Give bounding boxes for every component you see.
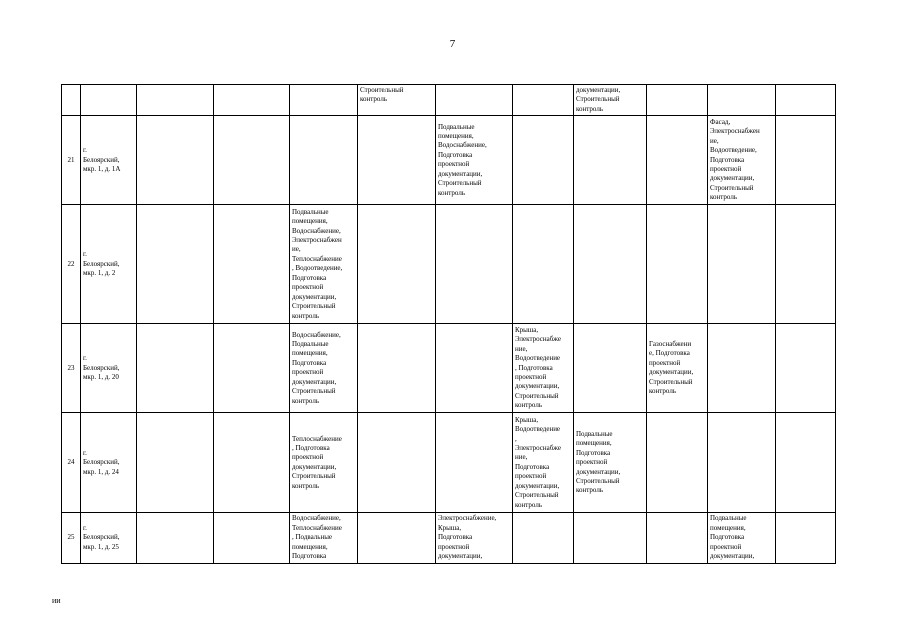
table-row bbox=[62, 324, 836, 413]
work-cell bbox=[647, 205, 708, 324]
work-cell bbox=[708, 85, 776, 116]
work-cell bbox=[214, 205, 290, 324]
work-cell bbox=[137, 324, 214, 413]
address-cell: г. Белоярский, мкр. 1, д. 1А bbox=[81, 116, 137, 205]
footer-mark: ии bbox=[52, 596, 61, 605]
work-cell bbox=[436, 85, 513, 116]
work-cell: Теплоснабжение , Подготовка проектной документации, Строительный контроль bbox=[290, 413, 358, 513]
work-cell bbox=[574, 513, 647, 563]
work-cell bbox=[574, 324, 647, 413]
work-cell bbox=[574, 116, 647, 205]
work-cell: Строительный контроль bbox=[358, 85, 436, 116]
row-number-cell: 22 bbox=[62, 205, 81, 324]
work-cell bbox=[647, 513, 708, 563]
work-cell bbox=[513, 116, 574, 205]
work-cell bbox=[647, 85, 708, 116]
row-number-cell bbox=[62, 85, 81, 116]
address-cell: г. Белоярский, мкр. 1, д. 24 bbox=[81, 413, 137, 513]
work-cell bbox=[137, 116, 214, 205]
work-cell bbox=[290, 85, 358, 116]
work-cell: документации, Строительный контроль bbox=[574, 85, 647, 116]
work-cell bbox=[776, 205, 836, 324]
address-cell: г. Белоярский, мкр. 1, д. 25 bbox=[81, 513, 137, 563]
work-cell bbox=[513, 513, 574, 563]
work-cell bbox=[513, 85, 574, 116]
table-row bbox=[62, 205, 836, 324]
table-row bbox=[62, 413, 836, 513]
work-cell bbox=[137, 513, 214, 563]
work-cell: Подвальные помещения, Водоснабжение, Подготовка проектной документации, Строительный контроль bbox=[436, 116, 513, 205]
work-cell bbox=[776, 513, 836, 563]
work-cell bbox=[647, 413, 708, 513]
work-cell: Фасад, Электроснабжен ие, Водоотведение, Подготовка проектной документации, Строительный контроль bbox=[708, 116, 776, 205]
work-cell bbox=[137, 85, 214, 116]
work-cell: Водоснабжение, Теплоснабжение , Подвальные помещения, Подготовка bbox=[290, 513, 358, 563]
work-cell: Крыша, Электроснабже ние, Водоотведение , Подготовка проектной документации, Строительный контроль bbox=[513, 324, 574, 413]
work-cell: Водоснабжение, Подвальные помещения, Подготовка проектной документации, Строительный контроль bbox=[290, 324, 358, 413]
work-cell bbox=[708, 324, 776, 413]
work-cell bbox=[776, 413, 836, 513]
work-cell: Подвальные помещения, Водоснабжение, Электроснабжен ие, Теплоснабжение , Водоотведение, Подготовка проектной документации, Строительный контроль bbox=[290, 205, 358, 324]
work-cell bbox=[776, 85, 836, 116]
work-cell bbox=[436, 413, 513, 513]
work-cell bbox=[214, 116, 290, 205]
table-row bbox=[62, 513, 836, 563]
row-number-cell: 23 bbox=[62, 324, 81, 413]
address-cell: г. Белоярский, мкр. 1, д. 2 bbox=[81, 205, 137, 324]
work-cell bbox=[214, 85, 290, 116]
work-cell bbox=[513, 205, 574, 324]
work-cell bbox=[708, 413, 776, 513]
work-cell: Подвальные помещения, Подготовка проектной документации, bbox=[708, 513, 776, 563]
work-cell: Подвальные помещения, Подготовка проектной документации, Строительный контроль bbox=[574, 413, 647, 513]
row-number-cell: 21 bbox=[62, 116, 81, 205]
row-number-cell: 25 bbox=[62, 513, 81, 563]
work-cell bbox=[214, 324, 290, 413]
table-row bbox=[62, 116, 836, 205]
work-cell bbox=[358, 205, 436, 324]
work-cell bbox=[137, 205, 214, 324]
row-number-cell: 24 bbox=[62, 413, 81, 513]
work-cell bbox=[436, 324, 513, 413]
work-cell: Газоснабжени е, Подготовка проектной документации, Строительный контроль bbox=[647, 324, 708, 413]
address-cell: г. Белоярский, мкр. 1, д. 20 bbox=[81, 324, 137, 413]
work-cell bbox=[137, 413, 214, 513]
work-cell bbox=[358, 324, 436, 413]
work-cell: Электроснабжение, Крыша, Подготовка проектной документации, bbox=[436, 513, 513, 563]
page-number: 7 bbox=[449, 38, 456, 50]
work-cell bbox=[358, 513, 436, 563]
work-cell bbox=[647, 116, 708, 205]
work-cell bbox=[776, 324, 836, 413]
work-cell bbox=[214, 413, 290, 513]
table-row bbox=[62, 85, 836, 116]
work-cell bbox=[358, 413, 436, 513]
work-cell bbox=[776, 116, 836, 205]
work-schedule-table bbox=[61, 84, 836, 564]
work-cell bbox=[358, 116, 436, 205]
work-cell bbox=[574, 205, 647, 324]
address-cell bbox=[81, 85, 137, 116]
work-cell bbox=[214, 513, 290, 563]
work-cell: Крыша, Водоотведение , Электроснабже ние, Подготовка проектной документации, Строительный контроль bbox=[513, 413, 574, 513]
work-cell bbox=[436, 205, 513, 324]
work-cell bbox=[290, 116, 358, 205]
work-cell bbox=[708, 205, 776, 324]
